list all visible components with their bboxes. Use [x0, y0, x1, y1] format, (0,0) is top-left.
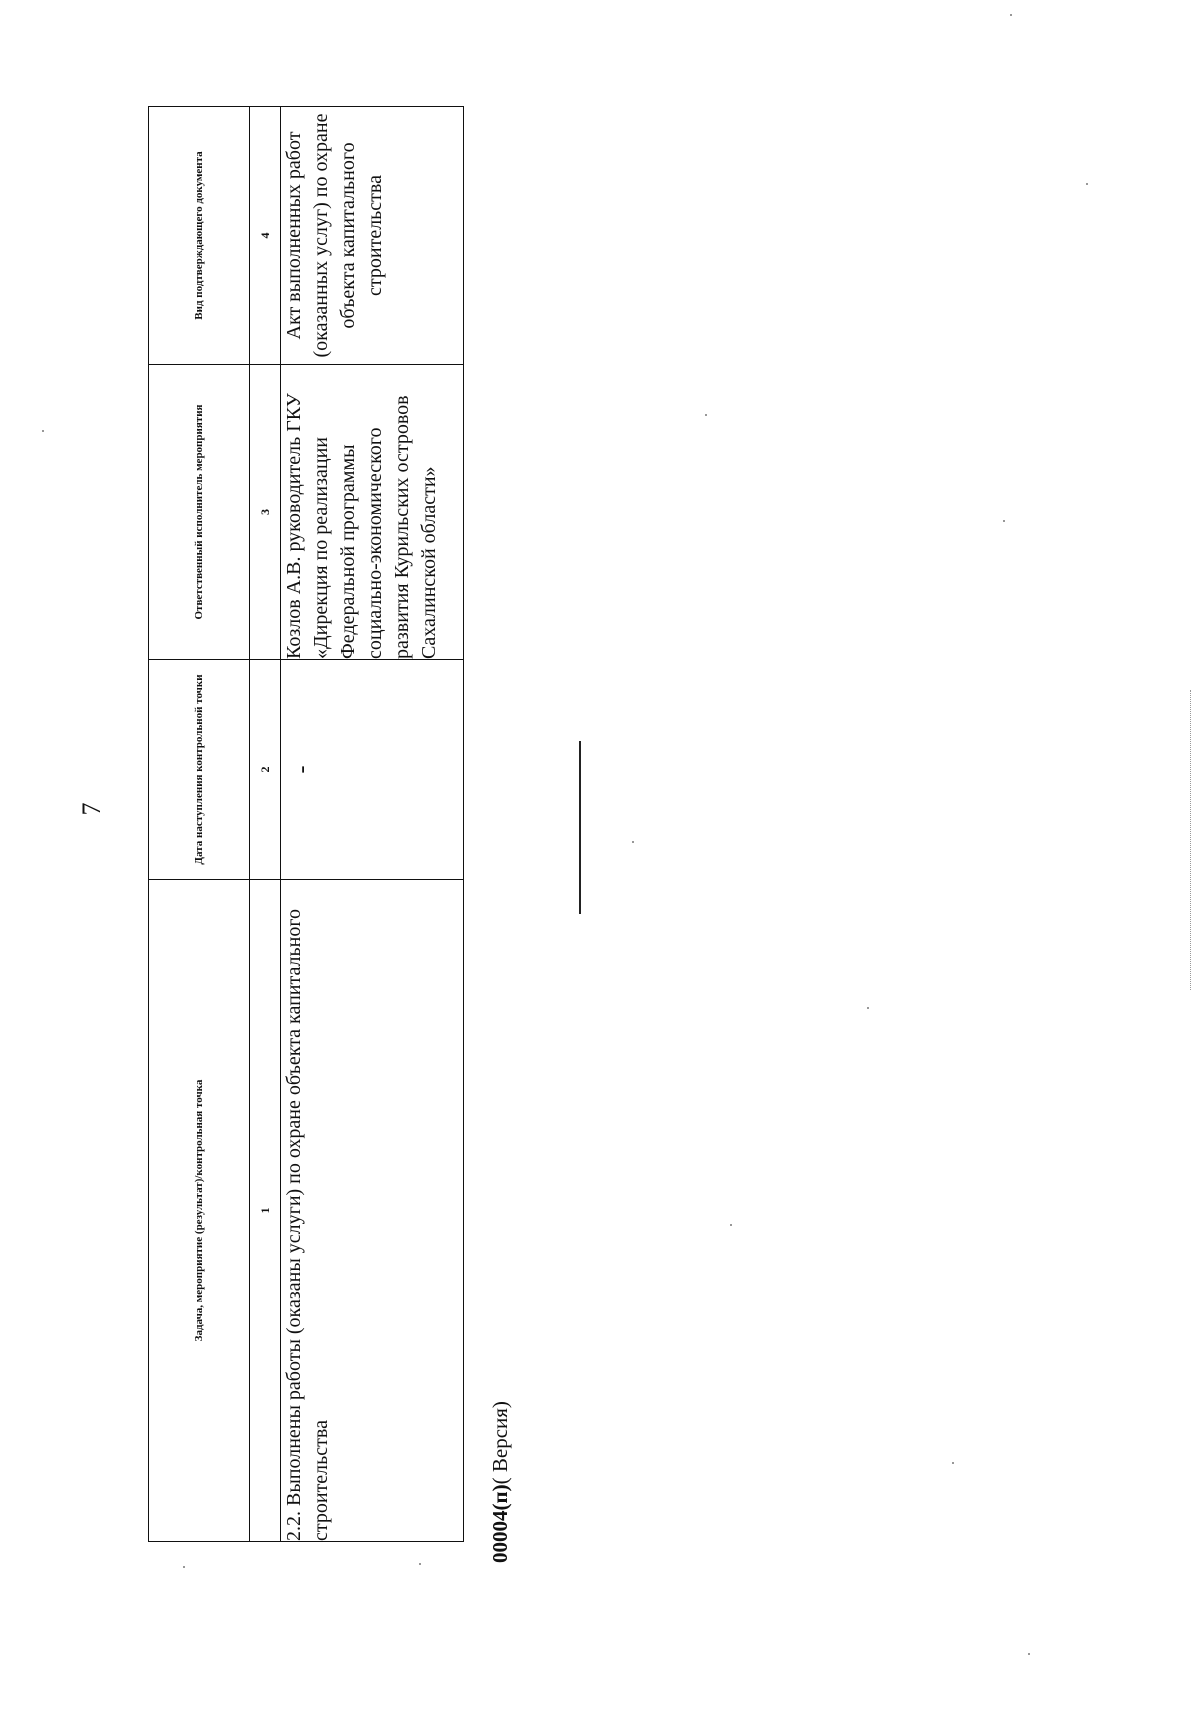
column-number: 1 — [250, 880, 281, 1542]
header-owner: Ответственный исполнитель мероприятия — [149, 365, 250, 660]
document-cell: Акт выполненных работ (оказанных услуг) по охране объекта капитального строительства — [281, 107, 464, 365]
control-points-table — [148, 106, 464, 1542]
scan-speck — [419, 1563, 421, 1565]
scan-speck — [183, 1566, 185, 1568]
task-cell: 2.2. Выполнены работы (оказаны услуги) по охране объекта капитального строительства — [281, 880, 464, 1542]
control-points-table-wrapper — [148, 107, 464, 1542]
scan-speck — [730, 1224, 732, 1226]
column-number: 2 — [250, 660, 281, 880]
end-separator-line — [579, 741, 581, 914]
scan-speck — [42, 430, 44, 432]
header-task: Задача, мероприятие (результат)/контрольная точка — [149, 880, 250, 1542]
page-number: 7 — [77, 802, 106, 816]
header-date: Дата наступления контрольной точки — [149, 660, 250, 880]
table-row — [281, 107, 464, 1542]
header-document: Вид подтверждающего документа — [149, 107, 250, 365]
owner-cell: Козлов А.В. руководитель ГКУ «Дирекция по реализации Федеральной программы социально-экономического развития Курильских островов Сахалинской области» — [281, 365, 464, 660]
scan-speck — [867, 1007, 869, 1009]
column-number: 4 — [250, 107, 281, 365]
scan-speck — [1003, 520, 1005, 522]
scan-speck — [1086, 183, 1088, 185]
scan-speck — [705, 414, 707, 416]
column-number: 3 — [250, 365, 281, 660]
scan-speck — [632, 841, 634, 843]
column-number-row — [250, 107, 281, 1542]
date-cell: - — [281, 660, 464, 880]
scan-speck — [1028, 1653, 1030, 1655]
footer-document-code — [483, 1332, 517, 1632]
scan-edge-line — [1190, 690, 1192, 990]
table-header-row — [149, 107, 250, 1542]
footer-code: 00004(п) — [488, 1484, 512, 1563]
footer-version-label: ( Версия) — [488, 1401, 512, 1485]
scan-speck — [1010, 14, 1012, 16]
scan-speck — [952, 1462, 954, 1464]
